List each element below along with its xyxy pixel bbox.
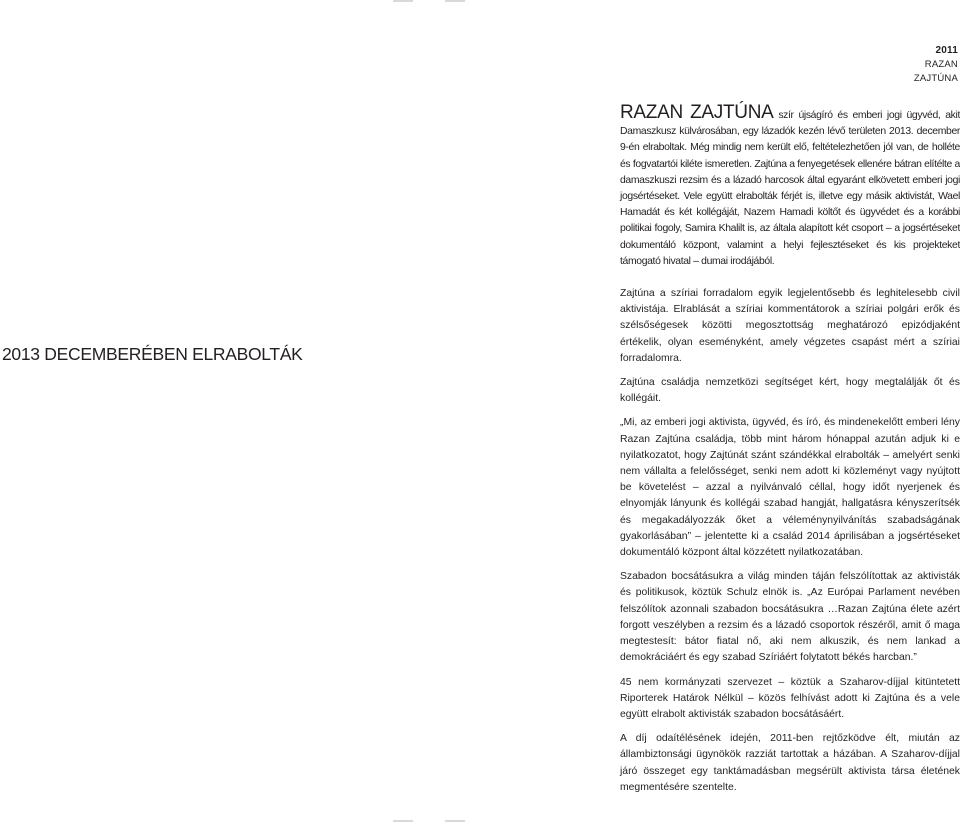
intro-text: szír újságíró és emberi jogi ügyvéd, akit Damaszkusz külvárosában, egy lázadók kezén lévő területen 2013. december 9-én elraboltak. Még mindig nem került elő, feltételezhetően jól van, de holléte és fogvatartói kiléte ismeretlen. Zajtúna a fenyegetések ellenére bátran elítélte a damaszkuszi rezsim és a lázadó harcosok által egyaránt elkövetett emberi jogi jogsértéseket. Vele együtt elrabolták férjét is, illetve egy másik aktivistát, Wael Hamadát és két kollégáját, Nazem Hamadi költőt és ügyvédet és a korábbi politikai fogoly, Samira Khalilt is, az általa alapított két csoport – a jogsértéseket dokumentáló központ, valamint a helyi fejlesztéseket és kis projekteket támogató hivatal – dumai irodájából.: [620, 110, 960, 267]
article-body: [620, 102, 960, 804]
article-paragraph: Szabadon bocsátásukra a világ minden táján felszólítottak az aktivisták és politikusok, köztük Schulz elnök is. „Az Európai Parlament nevében felszólítok azonnali szabadon bocsátásukra …Razan Zajtúna élete azért forgott veszélyben a rezsim és a lázadó csoportok részéről, amit ő maga megtestesít: bátor fiatal nő, aki nem alkuszik, és nem lankad a demokráciáért és egy szabad Szíriáért folytatott békés harcban.”: [620, 571, 960, 664]
crop-mark-top-right: [445, 0, 465, 2]
crop-mark-top-left: [393, 0, 413, 2]
header-last-name: ZAJTÚNA: [913, 73, 958, 84]
article-paragraph: Zajtúna a szíriai forradalom egyik legjelentősebb és leghitelesebb civil aktivistája. Elrablását a szíriai kommentátorok a szíriai polgári erők és szélsőségesek közötti megosztottság meghatározó epizódjaként értékelik, olyan eseményként, amely végzetes csapást mért a szíriai forradalomra.: [620, 288, 960, 364]
paragraph-spacer: [620, 278, 960, 286]
article-paragraph: 45 nem kormányzati szervezet – köztük a Szaharov-díjjal kitüntetett Riporterek Határok Nélkül – közös felhívást adott ki Zajtúna és a vele együtt elrabolt aktivisták szabadon bocsátásáért.: [620, 676, 960, 720]
article-paragraph: A díj odaítélésének idején, 2011-ben rejtőzködve élt, miután az állambiztonsági ügynökök razziát tartottak a házában. A Szaharov-díjjal járó összeget egy tanktámadásban megsérült aktivista társa életének megmentésére szentelte.: [620, 733, 960, 793]
header-year: 2011: [935, 45, 958, 56]
header-first-name: RAZAN: [924, 59, 958, 70]
article-paragraph-quote: „Mi, az emberi jogi aktivista, ügyvéd, és író, és mindenekelőtt emberi lény Razan Zajtúna családja, több mint három hónappal azután adjuk ki e nyilatkozatot, hogy Zajtúnát szánt szándékkal elrabolták – amelyért senki nem vállalta a felelősséget, senki nem adott ki közleményt vagy nyújtott be követelést – azzal a nyilvánvaló céllal, hogy időt nyerjenek és elnyomják lányunk és kollégái szabad hangját, hallgatásra kényszerítsék és megakadályozzák őket a véleménynyilvánítás szabadságának gyakorlásában” – jelentette ki a család 2014 áprilisában a jogsértéseket dokumentáló központ által közzétett nyilatkozatában.: [620, 417, 960, 559]
running-header: [914, 44, 958, 86]
article-paragraph: Zajtúna családja nemzetközi segítséget kért, hogy megtalálják őt és kollégáit.: [620, 377, 960, 405]
lead-name: RAZAN ZAJTÚNA: [620, 102, 774, 123]
side-heading: 2013 DECEMBERÉBEN ELRABOLTÁK: [2, 344, 303, 364]
article-paragraph-intro: [620, 102, 960, 270]
